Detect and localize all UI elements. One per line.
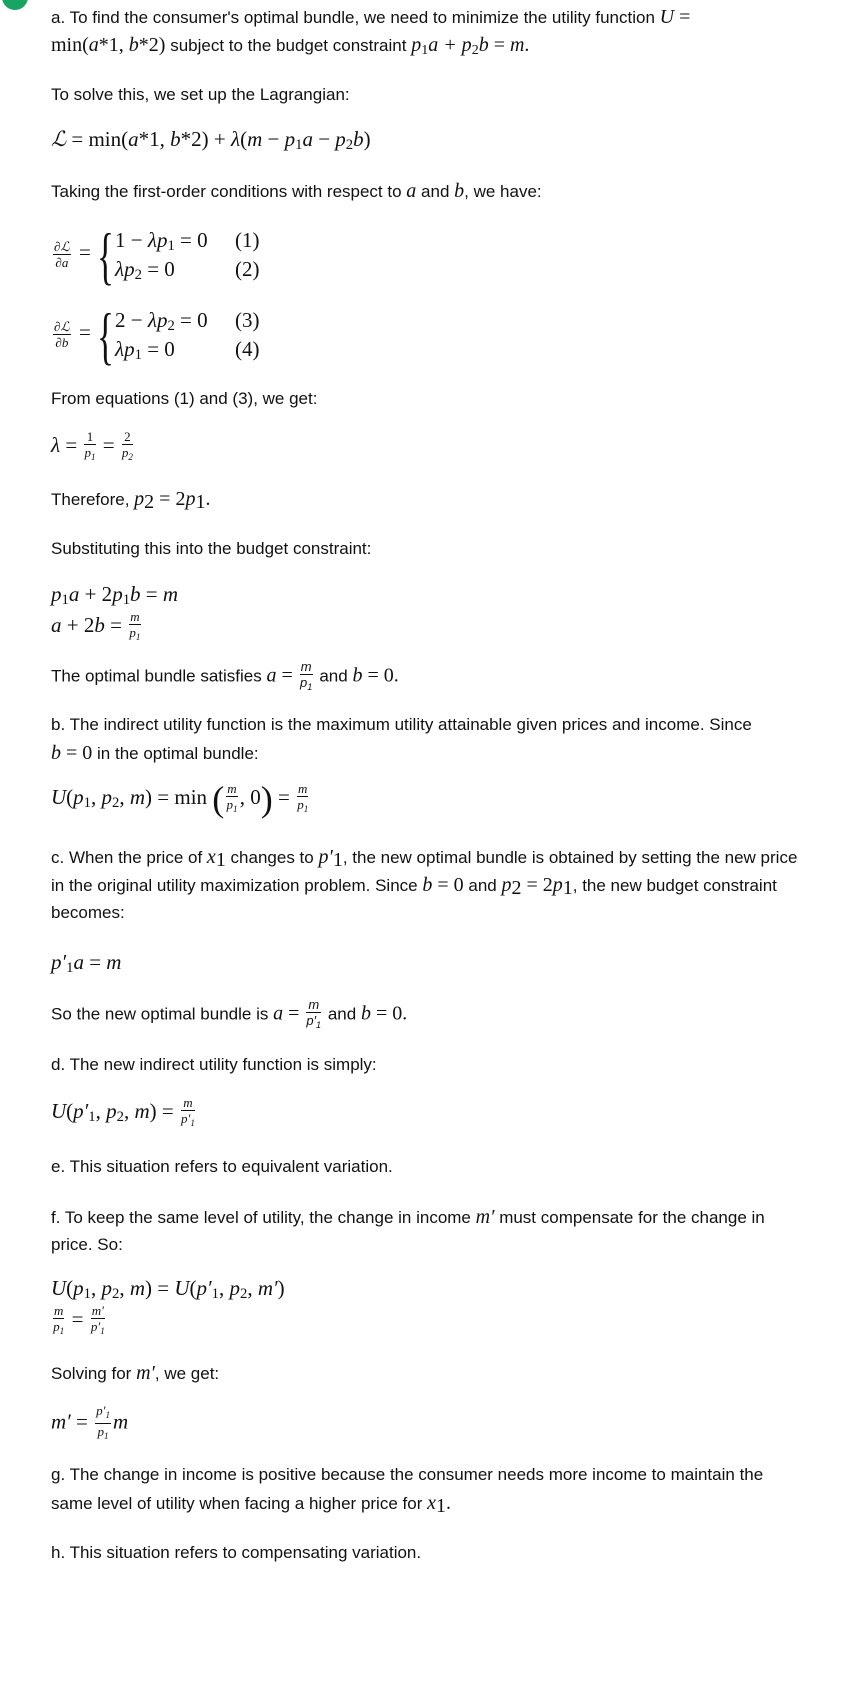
equation-ratio: $\frac{m}{p_1}$ = $\frac{m'}{p'_1}$ xyxy=(53,1303,105,1336)
para-lagrangian-intro: To solve this, we set up the Lagrangian: xyxy=(51,85,350,104)
equation-budget-2: a + 2b = $\frac{m}{p_1}$ xyxy=(51,609,141,642)
para-d: d. The new indirect utility function is simply: xyxy=(51,1055,377,1074)
para-c-line3: becomes: xyxy=(51,903,125,922)
equation-foc-b: ∂ℒ ∂b = { $2 - \lambda p_2 = 0$ (3) $\lambda p_1 = 0$ (4) xyxy=(54,300,260,371)
equation-new-budget: $p'_1a = m$ xyxy=(51,950,122,976)
para-b-line2: b = 0 in the optimal bundle: xyxy=(51,742,259,764)
equation-budget-1: $p_1a + 2p_1b = m$ xyxy=(51,582,179,608)
math-inline: U xyxy=(659,6,675,28)
para-c-line2: in the original utility maximization problem. Since b = 0 and $p_2 = 2p_1$, the new budget constraint xyxy=(51,874,777,899)
para-g-line1: g. The change in income is positive because the consumer needs more income to maintain the xyxy=(51,1465,764,1484)
equation-lagrangian: ℒ = min(a*1, $b*2) + \lambda(m - p_1a - p_2b)$ xyxy=(51,127,371,153)
para-from-equations: From equations (1) and (3), we get: xyxy=(51,389,318,408)
para-optimal-bundle: The optimal bundle satisfies a = $\frac{m}{p_1}$ and b = 0. xyxy=(51,659,399,692)
equation-new-indirect-utility: $U(p'_1$, $p_2$, m) = $\frac{m}{p'_1}$ xyxy=(51,1095,195,1128)
case1-row1: $1 - \lambda p_1 = 0$ xyxy=(115,228,208,254)
para-foc-intro: Taking the first-order conditions with respect to a and b, we have: xyxy=(51,180,542,202)
para-e: e. This situation refers to equivalent variation. xyxy=(51,1157,393,1176)
equation-lambda: λ = $\frac{1}{p_1}$ = $\frac{2}{p_2}$ xyxy=(51,429,133,462)
equation-foc-a: ∂ℒ ∂a = { $1 - \lambda p_1 = 0$ (1) $\lambda p_2 = 0$ (2) xyxy=(54,220,260,291)
para-g-line2: same level of utility when facing a higher price for $x_1$. xyxy=(51,1492,451,1517)
para-a-line2: min(a*1, b*2) subject to the budget constraint $p_1a + p_2b = m$. xyxy=(51,34,530,58)
para-h: h. This situation refers to compensating variation. xyxy=(51,1543,422,1562)
para-b-line1: b. The indirect utility function is the maximum utility attainable given prices and income. Since xyxy=(51,715,752,734)
assistant-avatar-icon xyxy=(2,0,28,10)
equation-utility-equal: $U(p_1$, $p_2$, $m) = U(p'_1$, $p_2$, m′) xyxy=(51,1276,285,1302)
equation-m-prime: m′ = $\frac{p'_1}{p_1}$ m xyxy=(51,1403,129,1441)
para-f-line2: price. So: xyxy=(51,1235,123,1254)
para-therefore: Therefore, $p_2 = 2p_1$. xyxy=(51,488,211,513)
para-a-line1: a. To find the consumer's optimal bundle, we need to minimize the utility function U = xyxy=(51,6,691,28)
equation-indirect-utility: $U(p_1$, $p_2$, m) = min ( $\frac{m}{p_1}$ , 0) = $\frac{m}{p_1}$ xyxy=(51,779,309,819)
para-c-line1: c. When the price of $x_1$ changes to $p'_1$, the new optimal bundle is obtained by setting the new price xyxy=(51,846,798,871)
para-new-bundle: So the new optimal bundle is a = $\frac{m}{p'_1}$ and b = 0. xyxy=(51,997,408,1030)
para-substituting: Substituting this into the budget constraint: xyxy=(51,539,372,558)
para-solving: Solving for m′, we get: xyxy=(51,1362,220,1384)
para-f-line1: f. To keep the same level of utility, the change in income m′ must compensate for the change in xyxy=(51,1206,765,1228)
